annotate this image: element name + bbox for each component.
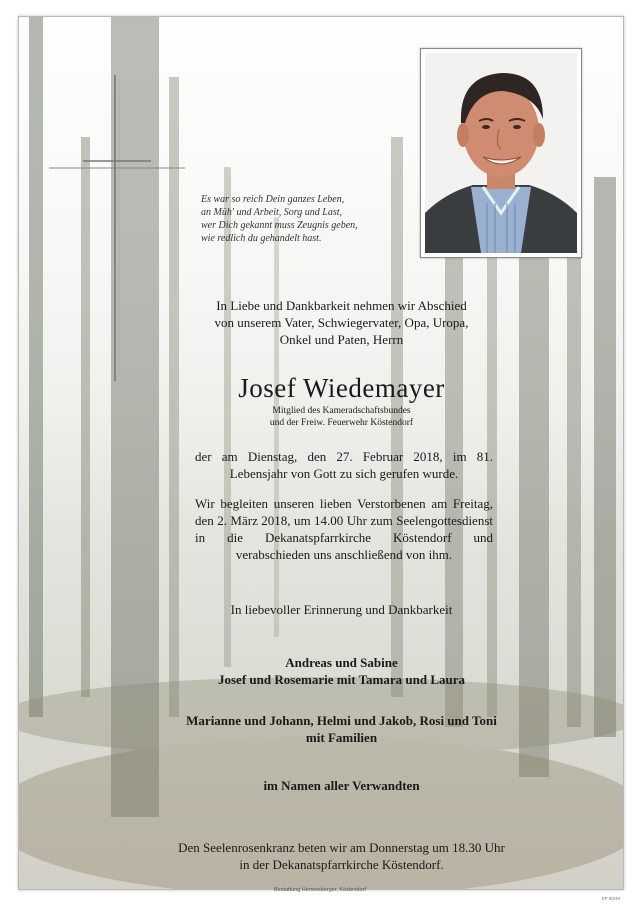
obituary-card [18,16,624,890]
membership-line: und der Freiw. Feuerwehr Köstendorf [269,418,414,428]
intro-line: von unserem Vater, Schwiegervater, Opa, Uropa, [214,315,469,330]
poem-line: an Müh' und Arbeit, Sorg und Last, [201,207,343,218]
funeral-home-footer: Bestattung Hemetsberger, Köstendorf [273,887,367,893]
poem-line: wer Dich gekannt muss Zeugnis geben, [201,220,358,231]
portrait-photo [425,53,577,253]
corner-code: EP 90/49 [601,896,620,901]
rosary-line: in der Dekanatspfarrkirche Köstendorf. [239,857,444,872]
intro-line: In Liebe und Dankbarkeit nehmen wir Abschied [216,298,467,313]
rosary-line: Den Seelenrosenkranz beten wir am Donnerstag um 18.30 Uhr [178,840,505,855]
membership-info [169,405,514,429]
rosary-notice [129,839,554,873]
cross-icon [47,73,187,383]
deceased-name: Josef Wiedemayer [238,373,445,403]
family-group-siblings [129,712,554,746]
family-group-children [169,654,514,688]
family-line: mit Familien [305,730,378,745]
farewell-intro [169,297,514,348]
family-line: Andreas und Sabine [285,655,398,670]
poem-line: wie redlich du gehandelt hast. [201,233,322,244]
portrait-frame [420,48,582,258]
relatives-line: im Namen aller Verwandten [263,778,420,793]
intro-line: Onkel und Paten, Herrn [279,332,404,347]
memorial-poem [201,193,401,245]
family-line: Josef und Rosemarie mit Tamara und Laura [217,672,466,687]
membership-line: Mitglied des Kameradschaftsbundes [272,406,411,416]
memory-line: In liebevoller Erinnerung und Dankbarkeit [230,602,453,617]
death-notice: der am Dienstag, den 27. Februar 2018, im 81. Lebensjahr von Gott zu sich gerufen wurde. [195,449,493,481]
funeral-notice: Wir begleiten unseren lieben Verstorbenen am Freitag, den 2. März 2018, um 14.00 Uhr zum Seelengottesdienst in die Dekanatspfarrkirche Köstendorf und verabschieden uns anschließend von ihm. [195,496,493,562]
poem-line: Es war so reich Dein ganzes Leben, [201,194,345,205]
family-line: Marianne und Johann, Helmi und Jakob, Rosi und Toni [186,713,497,728]
